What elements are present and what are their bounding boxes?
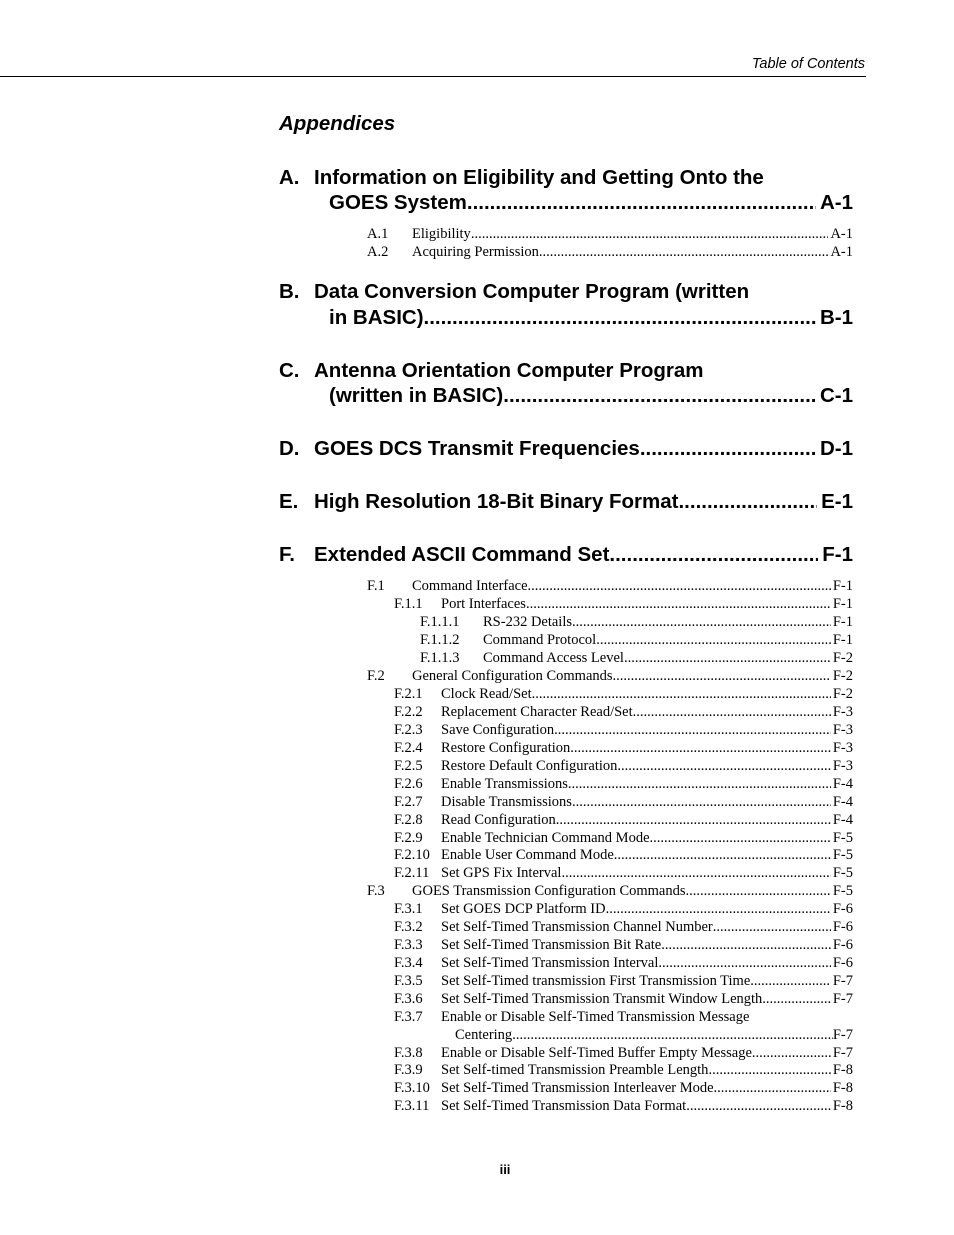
toc-subentry-a2[interactable]	[367, 243, 853, 261]
toc-subentry-f3-4[interactable]	[394, 954, 853, 972]
entry-letter: B.	[279, 280, 300, 303]
leader-dots	[467, 190, 816, 215]
sub-number: F.2.9	[394, 830, 423, 846]
sub-title: Enable Transmissions	[441, 776, 568, 792]
toc-subentry-f2-3[interactable]	[394, 721, 853, 739]
toc-subentry-f3-10[interactable]	[394, 1079, 853, 1097]
sub-title: Enable Technician Command Mode	[441, 830, 650, 846]
leader-dots	[662, 954, 831, 972]
sub-number: F.3.3	[394, 937, 423, 953]
toc-entry-f[interactable]	[279, 542, 853, 567]
sub-page: F-4	[832, 794, 853, 810]
leader-dots	[661, 936, 831, 954]
toc-subentry-f3[interactable]	[367, 882, 853, 900]
sub-page: F-7	[832, 1045, 853, 1061]
sub-title: Eligibility	[412, 226, 471, 242]
toc-entry-e[interactable]	[279, 489, 853, 514]
toc-subentry-f2-7[interactable]	[394, 793, 853, 811]
sub-page: F-8	[832, 1080, 853, 1096]
leader-dots	[503, 383, 816, 408]
sub-title: Set Self-Timed transmission First Transmission Time	[441, 973, 751, 989]
sub-number: F.3.6	[394, 991, 423, 1007]
entry-letter: E.	[279, 490, 299, 513]
sub-number: A.1	[367, 226, 389, 242]
leader-dots	[532, 685, 831, 703]
toc-subentry-f2[interactable]	[367, 667, 853, 685]
entry-letter: A.	[279, 166, 300, 189]
toc-entry-d[interactable]	[279, 436, 853, 461]
leader-dots	[624, 649, 831, 667]
sub-number: F.3.2	[394, 919, 423, 935]
running-header: Table of Contents	[751, 56, 865, 72]
entry-page: A-1	[819, 191, 853, 214]
leader-dots	[556, 811, 831, 829]
sub-number: F.1.1.1	[420, 614, 460, 630]
sub-title: Replacement Character Read/Set	[441, 704, 633, 720]
toc-subentry-f1-1[interactable]	[394, 595, 853, 613]
entry-letter: C.	[279, 359, 300, 382]
toc-subentry-f3-3[interactable]	[394, 936, 853, 954]
sub-number: F.2.3	[394, 722, 423, 738]
sub-number: F.2.6	[394, 776, 423, 792]
page-number: iii	[499, 1162, 511, 1177]
sub-number: F.2.1	[394, 686, 423, 702]
toc-subentry-f2-5[interactable]	[394, 757, 853, 775]
sub-number: F.3.8	[394, 1045, 423, 1061]
leader-dots	[572, 793, 831, 811]
leader-dots	[617, 757, 830, 775]
leader-dots	[650, 829, 831, 847]
leader-dots	[424, 305, 816, 330]
toc-subentry-f2-9[interactable]	[394, 829, 853, 847]
sub-number: F.3.9	[394, 1062, 423, 1078]
sub-title: Command Protocol	[483, 632, 597, 648]
entry-title: Extended ASCII Command Set	[314, 543, 610, 566]
sub-page: F-5	[832, 865, 853, 881]
sub-page: F-7	[832, 973, 853, 989]
sub-title: Acquiring Permission	[412, 244, 539, 260]
leader-dots	[614, 846, 831, 864]
toc-subentry-f2-4[interactable]	[394, 739, 853, 757]
leader-dots	[752, 1044, 831, 1062]
sub-number: F.3.1	[394, 901, 423, 917]
sub-page: F-4	[832, 812, 853, 828]
sub-title: Set Self-Timed Transmission Channel Number	[441, 919, 713, 935]
sub-page: F-4	[832, 776, 853, 792]
toc-subentry-f3-5[interactable]	[394, 972, 853, 990]
sub-number: F.2.8	[394, 812, 423, 828]
toc-subentry-f1-1-1[interactable]	[420, 613, 853, 631]
sub-page: F-3	[832, 740, 853, 756]
sub-number: F.1.1	[394, 596, 423, 612]
toc-subentry-f3-11[interactable]	[394, 1097, 853, 1115]
toc-subentry-f1-1-3[interactable]	[420, 649, 853, 667]
entry-page: C-1	[819, 384, 853, 407]
sub-title: Restore Configuration	[441, 740, 571, 756]
toc-subentry-f3-7-cont[interactable]	[455, 1026, 853, 1044]
toc-entry-b[interactable]	[279, 279, 853, 330]
leader-dots	[596, 631, 831, 649]
toc-subentry-f3-2[interactable]	[394, 918, 853, 936]
leader-dots	[572, 613, 831, 631]
sub-number: F.1	[367, 578, 385, 594]
sub-title: Set Self-Timed Transmission Interval.	[441, 955, 663, 971]
toc-subentry-f3-1[interactable]	[394, 900, 853, 918]
sub-number: F.2.7	[394, 794, 423, 810]
leader-dots	[609, 542, 818, 567]
leader-dots	[686, 1097, 831, 1115]
toc-subentry-f1-1-2[interactable]	[420, 631, 853, 649]
toc-subentry-f2-8[interactable]	[394, 811, 853, 829]
leader-dots	[762, 990, 831, 1008]
leader-dots	[526, 595, 831, 613]
sub-page: F-1	[832, 614, 853, 630]
sub-number: F.2.2	[394, 704, 423, 720]
leader-dots	[554, 721, 831, 739]
toc-subentry-f2-6[interactable]	[394, 775, 853, 793]
sub-number: F.3.5	[394, 973, 423, 989]
sub-page: F-6	[832, 901, 853, 917]
toc-subentry-f3-8[interactable]	[394, 1044, 853, 1062]
leader-dots	[528, 577, 831, 595]
entry-title: High Resolution 18-Bit Binary Format	[314, 490, 679, 513]
leader-dots	[561, 864, 830, 882]
entry-title: Information on Eligibility and Getting Onto the	[314, 166, 764, 189]
sub-number: F.3	[367, 883, 385, 899]
sub-title: RS-232 Details	[483, 614, 573, 630]
leader-dots	[471, 225, 829, 243]
sub-page: F-5	[832, 883, 853, 899]
sub-number: F.2.4	[394, 740, 423, 756]
sub-page: F-2	[832, 686, 853, 702]
toc-subentry-f3-7[interactable]	[394, 1008, 749, 1026]
sub-page: F-3	[832, 722, 853, 738]
entry-title: GOES DCS Transmit Frequencies	[314, 437, 640, 460]
leader-dots	[539, 243, 829, 261]
sub-page: F-1	[832, 596, 853, 612]
leader-dots	[606, 900, 831, 918]
sub-title: Read Configuration	[441, 812, 556, 828]
toc-subentry-f1[interactable]	[367, 577, 853, 595]
sub-page: F-3	[832, 758, 853, 774]
sub-page: F-8	[832, 1062, 853, 1078]
toc-entry-c[interactable]	[279, 358, 853, 408]
toc-subentry-f2-2[interactable]	[394, 703, 853, 721]
leader-dots	[678, 489, 817, 514]
sub-page: F-2	[832, 650, 853, 666]
sub-title: Port Interfaces	[441, 596, 526, 612]
sub-page: F-6	[832, 955, 853, 971]
sub-title: Clock Read/Set	[441, 686, 532, 702]
sub-title: Enable User Command Mode	[441, 847, 614, 863]
sub-title: Restore Default Configuration	[441, 758, 618, 774]
sub-title: Set Self-timed Transmission Preamble Length	[441, 1062, 709, 1078]
sub-title: Set Self-Timed Transmission Bit Rate	[441, 937, 662, 953]
sub-number: F.2.11	[394, 865, 430, 881]
entry-page: E-1	[821, 490, 853, 513]
entry-title: Data Conversion Computer Program (written	[314, 280, 750, 303]
entry-letter: D.	[279, 437, 300, 460]
sub-page: F-1	[832, 632, 853, 648]
sub-page: F-6	[832, 919, 853, 935]
sub-title-cont: Centering	[455, 1027, 513, 1043]
sub-page: F-8	[832, 1098, 853, 1114]
sub-title: Save Configuration	[441, 722, 555, 738]
sub-page: F-2	[832, 668, 853, 684]
sub-title: Enable or Disable Self-Timed Buffer Empty Message	[441, 1045, 752, 1061]
toc-subentry-a1[interactable]	[367, 225, 853, 243]
sub-number: F.3.7	[394, 1009, 423, 1025]
leader-dots	[633, 703, 831, 721]
sub-title: Set Self-Timed Transmission Transmit Window Length	[441, 991, 763, 1007]
sub-number: F.3.10	[394, 1080, 430, 1096]
sub-number: A.2	[367, 244, 389, 260]
leader-dots	[512, 1026, 833, 1044]
entry-page: B-1	[819, 306, 853, 329]
sub-number: F.3.4	[394, 955, 423, 971]
entry-title-cont: (written in BASIC)	[329, 384, 504, 407]
entry-title: Antenna Orientation Computer Program	[314, 359, 704, 382]
sub-page: F-6	[832, 937, 853, 953]
leader-dots	[714, 1079, 831, 1097]
toc-subentry-f2-11[interactable]	[394, 864, 853, 882]
sub-page: F-7	[832, 991, 853, 1007]
sub-title: Command Access Level	[483, 650, 624, 666]
sub-page: A-1	[830, 226, 853, 242]
sub-title: Set Self-Timed Transmission Data Format	[441, 1098, 687, 1114]
leader-dots	[686, 882, 831, 900]
sub-page: F-7	[832, 1027, 853, 1043]
sub-number: F.2.10	[394, 847, 430, 863]
sub-page: F-5	[832, 847, 853, 863]
toc-subentry-f3-9[interactable]	[394, 1061, 853, 1079]
header-rule	[0, 76, 866, 77]
toc-entry-a[interactable]	[279, 165, 853, 215]
sub-page: A-1	[830, 244, 853, 260]
sub-number: F.1.1.3	[420, 650, 460, 666]
sub-page: F-3	[832, 704, 853, 720]
sub-title: General Configuration Commands	[412, 668, 613, 684]
entry-page: F-1	[822, 543, 853, 566]
toc-subentry-f3-6[interactable]	[394, 990, 853, 1008]
leader-dots	[570, 739, 831, 757]
toc-subentry-f2-1[interactable]	[394, 685, 853, 703]
sub-title: Enable or Disable Self-Timed Transmission Message	[441, 1009, 750, 1025]
sub-number: F.2	[367, 668, 385, 684]
sub-title: Set GPS Fix Interval	[441, 865, 562, 881]
leader-dots	[613, 667, 831, 685]
sub-title: Disable Transmissions	[441, 794, 572, 810]
sub-page: F-5	[832, 830, 853, 846]
sub-title: Set Self-Timed Transmission Interleaver Mode	[441, 1080, 714, 1096]
toc-subentry-f2-10[interactable]	[394, 846, 853, 864]
sub-title: Set GOES DCP Platform ID	[441, 901, 606, 917]
leader-dots	[750, 972, 831, 990]
sub-number: F.3.11	[394, 1098, 430, 1114]
entry-title-cont: in BASIC)	[329, 306, 424, 329]
entry-title-cont: GOES System	[329, 191, 467, 214]
sub-title: GOES Transmission Configuration Commands	[412, 883, 686, 899]
leader-dots	[568, 775, 831, 793]
leader-dots	[708, 1061, 830, 1079]
sub-title: Command Interface	[412, 578, 528, 594]
entry-page: D-1	[819, 437, 853, 460]
sub-page: F-1	[832, 578, 853, 594]
sub-number: F.1.1.2	[420, 632, 460, 648]
leader-dots	[640, 436, 816, 461]
sub-number: F.2.5	[394, 758, 423, 774]
leader-dots	[713, 918, 831, 936]
entry-letter: F.	[279, 543, 295, 566]
section-title: Appendices	[279, 112, 396, 135]
